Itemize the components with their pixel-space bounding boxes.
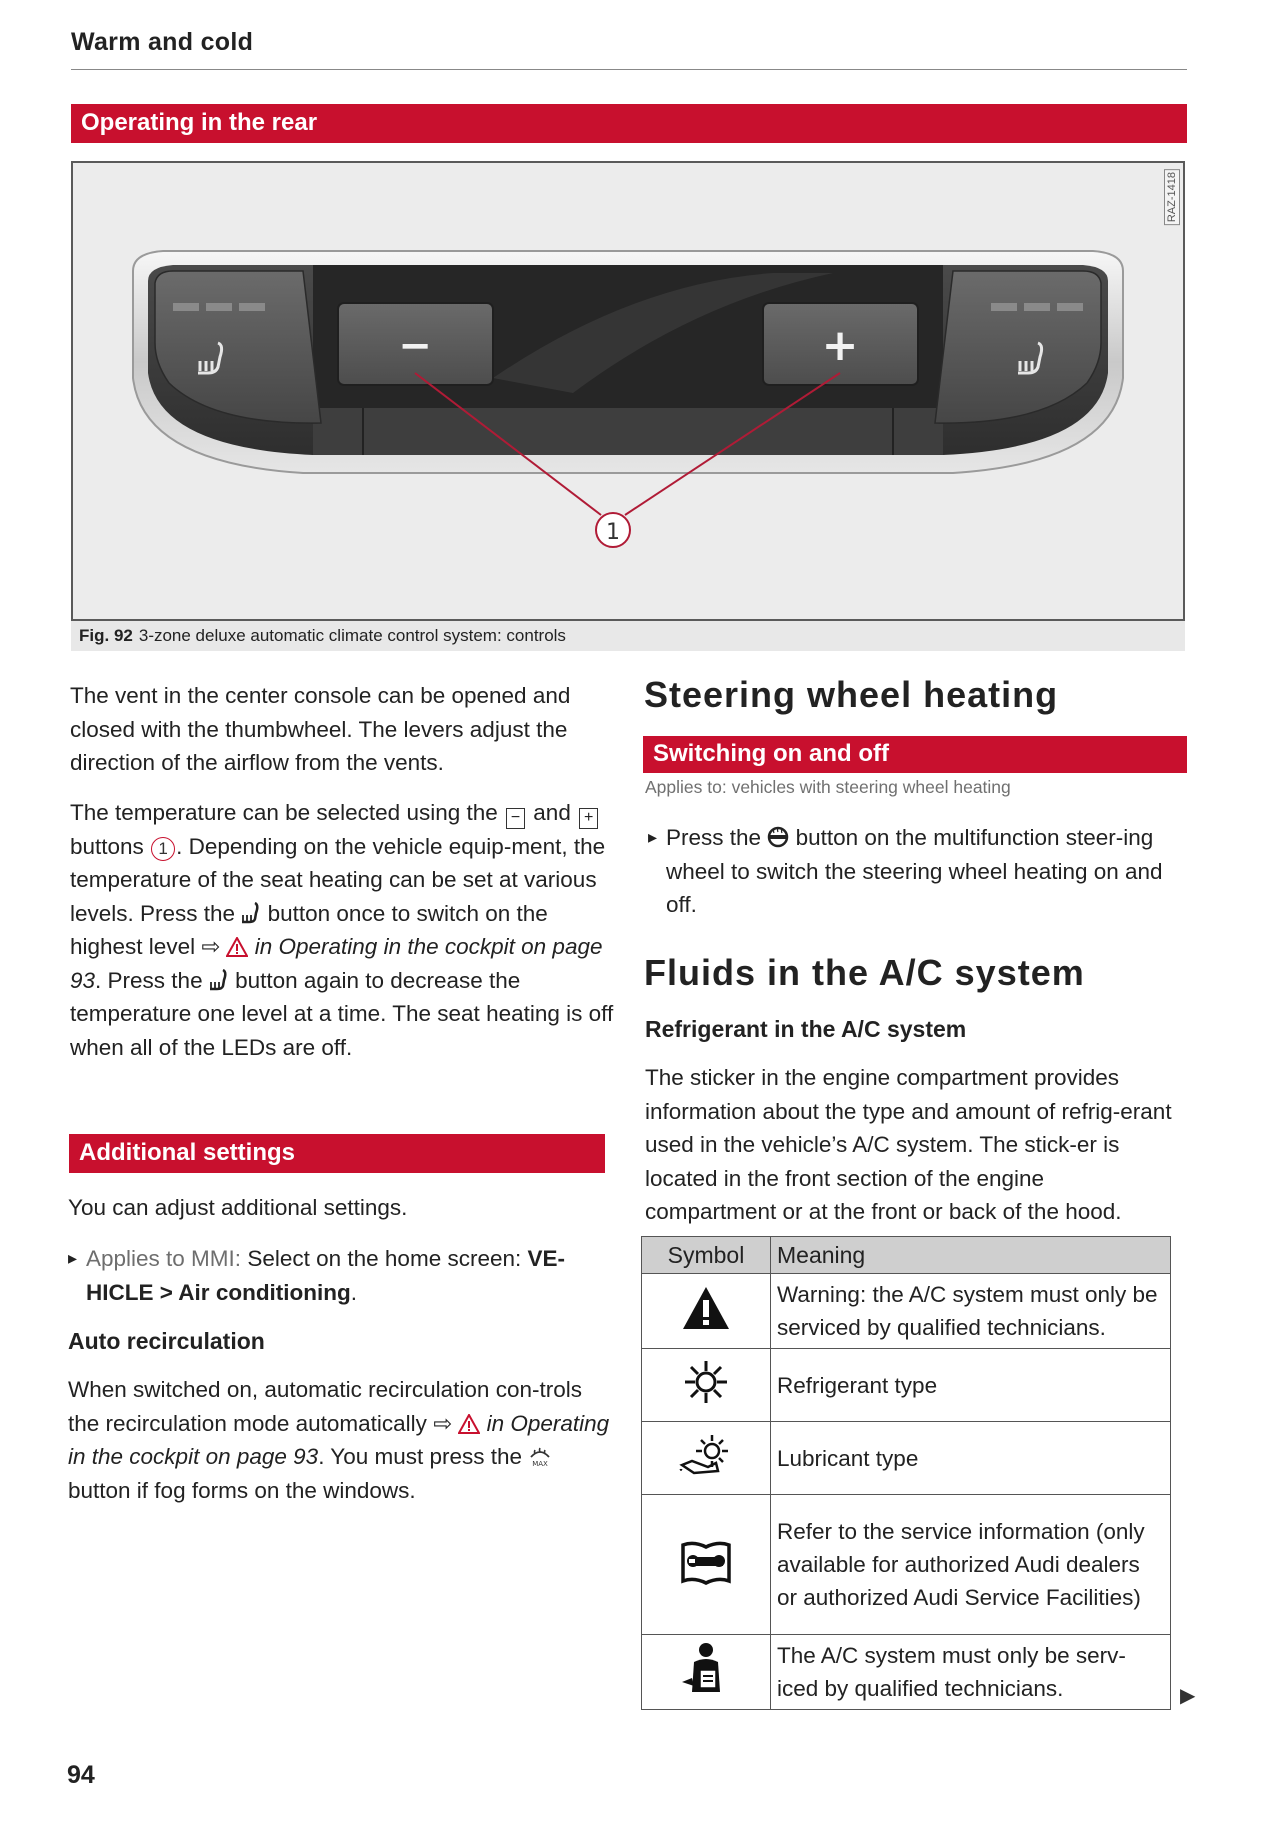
menu-path: VE-HICLE > Air conditioning (86, 1246, 566, 1305)
meaning-cell: Refer to the service information (only available for authorized Audi dealers or authorized Audi Service Facilities) (771, 1495, 1171, 1635)
auto-recirculation-text: When switched on, automatic recirculation con-trols the recirculation mode automatically ⇨ in Operating in the cockpit on page 93. You must press the MAX button if fog forms on the windows. (68, 1377, 610, 1503)
steering-wheel-heating-heading: Steering wheel heating (644, 674, 1059, 715)
continue-arrow-icon: ▶ (1180, 1685, 1196, 1707)
figure-climate-controls (71, 161, 1185, 621)
warning-triangle-icon (458, 1414, 480, 1434)
link-operating-cockpit[interactable]: in Operating in the cockpit on page 93 (70, 934, 603, 993)
section-title-additional-settings: Additional settings (69, 1134, 605, 1173)
arrow-ref-icon: ⇨ (433, 1410, 453, 1436)
symbol-cell (642, 1274, 771, 1349)
defrost-max-icon (528, 1443, 552, 1467)
climate-control-illustration (73, 163, 1183, 619)
meaning-cell: The A/C system must only be serv-iced by qualified technicians. (771, 1635, 1171, 1710)
callout-number: 1 (606, 520, 620, 545)
additional-intro: You can adjust additional settings. (68, 1195, 408, 1220)
header-divider (71, 69, 1187, 70)
plus-button-label: + (821, 320, 859, 371)
page-number: 94 (67, 1761, 95, 1789)
minus-box-icon: − (506, 808, 525, 829)
symbol-cell (642, 1422, 771, 1495)
seat-heating-icon (209, 969, 229, 991)
seat-heating-icon (241, 902, 261, 924)
refrigerant-heading: Refrigerant in the A/C system (645, 1016, 967, 1042)
col-header-meaning: Meaning (771, 1237, 1171, 1274)
figure-caption (71, 621, 1185, 651)
col-header-symbol: Symbol (642, 1237, 771, 1274)
figure-code: RAZ-1418 (1164, 169, 1180, 225)
table-row (642, 1635, 1171, 1710)
meaning-cell: Lubricant type (771, 1422, 1171, 1495)
refrigerant-icon (682, 1358, 730, 1406)
arrow-ref-icon: ⇨ (201, 934, 221, 959)
applies-steering: Applies to: vehicles with steering wheel heating (645, 777, 1011, 797)
lubricant-icon (678, 1431, 734, 1479)
meaning-cell: Refrigerant type (771, 1349, 1171, 1422)
auto-recirculation-heading: Auto recirculation (68, 1328, 265, 1354)
figure-caption-text: 3-zone deluxe automatic climate control system: controls (138, 626, 566, 645)
callout-circle-icon: 1 (151, 837, 175, 861)
left-para-vent: The vent in the center console can be opened and closed with the thumbwheel. The levers adjust the direction of the airflow from the vents. (70, 683, 571, 775)
table-row (642, 1422, 1171, 1495)
service-manual-icon (679, 1539, 733, 1585)
figure-caption-label: Fig. 92 (79, 626, 133, 645)
link-operating-cockpit[interactable]: in Operating in the cockpit on page 93 (68, 1410, 610, 1469)
refrigerant-text: The sticker in the engine compartment provides information about the type and amount of refrig-erant used in the vehicle’s A/C system. The stick-er is located in the front section of the engine compartment or at the front or back of the hood. (645, 1065, 1172, 1224)
symbol-cell (642, 1349, 771, 1422)
warning-triangle-icon (226, 937, 248, 957)
mmi-instruction: ▸ Applies to MMI: Select on the home screen: VE-HICLE > Air conditioning. (68, 1242, 613, 1309)
symbol-cell (642, 1635, 771, 1710)
table-row (642, 1349, 1171, 1422)
meaning-cell: Warning: the A/C system must only be serviced by qualified technicians. (771, 1274, 1171, 1349)
applies-mmi-label: Applies to MMI: (86, 1246, 242, 1271)
table-row (642, 1274, 1171, 1349)
steering-wheel-heating-icon (767, 826, 789, 848)
section-title-operating-rear: Operating in the rear (71, 104, 1187, 143)
minus-button-label: − (398, 323, 432, 369)
section-title-switching: Switching on and off (643, 736, 1187, 773)
svg-text:MAX: MAX (532, 1460, 549, 1467)
steering-instruction: ▸ Press the button on the multifunction steer-ing wheel to switch the steering wheel heating on and off. (648, 821, 1188, 922)
symbol-table (641, 1236, 1171, 1710)
fluids-heading: Fluids in the A/C system (644, 952, 1085, 993)
warning-triangle-icon (681, 1285, 731, 1331)
technician-icon (680, 1642, 732, 1696)
plus-box-icon: + (579, 808, 598, 829)
symbol-cell (642, 1495, 771, 1635)
running-header-title: Warm and cold (71, 28, 254, 56)
table-row (642, 1495, 1171, 1635)
left-para-temperature: The temperature can be selected using the − and + buttons 1 . Depending on the vehicle equip-ment, the temperature of the seat heating can be set at various levels. Press the button once to switch on the highest level ⇨ in Operating in the cockpit on page 93. Press the button again to decrease the temperature one level at a time. The seat heating is off when all of the LEDs are off. (70, 800, 614, 1060)
